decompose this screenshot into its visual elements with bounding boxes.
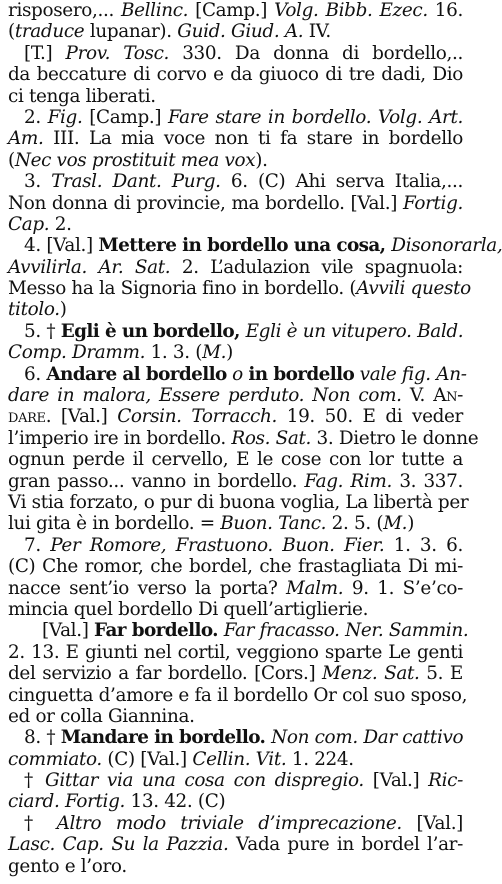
text-segment: 5. E <box>419 663 463 685</box>
text-line <box>8 299 463 320</box>
text-segment: Far bordello. <box>94 620 224 642</box>
text-segment: An- <box>433 385 464 407</box>
text-segment: † <box>24 770 46 792</box>
text-line <box>8 107 463 128</box>
text-line <box>8 43 463 64</box>
text-segment: Cap. <box>8 213 50 235</box>
text-segment: Menz. Sat. <box>322 663 420 685</box>
text-segment: ( <box>8 149 15 171</box>
text-line <box>8 257 463 278</box>
text-segment: nacce sent’io verso la porta? <box>8 577 287 599</box>
text-segment: ) <box>407 513 415 535</box>
text-segment: 2. 13. E giunti nel cortil, veggiono sparte Le genti <box>8 641 463 663</box>
text-segment: 2. L’adulazion vile spagnuola: <box>170 256 463 278</box>
text-segment: dare <box>8 406 46 428</box>
text-segment: dare in malora, Essere perduto. Non com. <box>8 385 402 407</box>
text-segment: 5. † <box>24 320 61 342</box>
text-segment: 4. [Val.] <box>24 235 99 257</box>
text-line <box>8 727 463 748</box>
text-segment: Fortig. <box>402 192 463 214</box>
text-segment: Fare stare in bordello. Volg. Art. <box>167 106 463 128</box>
text-segment: Disonorarla, <box>391 235 502 257</box>
text-segment: . [Val.] <box>45 406 118 428</box>
text-segment: o <box>226 363 249 385</box>
text-segment: Lasc. Cap. Su la Pazzia. <box>8 834 229 856</box>
text-segment: Volg. Bibb. Ezec. <box>274 0 428 21</box>
text-segment: Egli è un bordello, <box>60 320 246 342</box>
text-segment: Vi stia forzato, o pur di buona voglia, La libertà per <box>8 491 469 513</box>
text-segment: 13. 42. (C) <box>125 791 226 813</box>
text-segment: Prov. Tosc. <box>65 42 170 64</box>
text-line <box>8 0 463 21</box>
text-segment: Comp. Dramm. <box>8 342 146 364</box>
text-line <box>8 620 469 642</box>
text-line <box>8 449 463 470</box>
text-line <box>8 684 468 706</box>
text-segment: Far fracasso. Ner. Sammin. <box>223 620 469 642</box>
text-segment: Trasl. Dant. Purg. <box>51 171 221 193</box>
text-segment: cinguetta d’amore e fa il bordello Or col suo sposo, <box>8 684 468 706</box>
text-segment: Malm. <box>286 577 344 599</box>
text-segment: Mandare in bordello. <box>60 727 272 749</box>
text-line <box>8 556 463 577</box>
text-segment: 2. 5. ( <box>326 513 384 535</box>
text-segment: 2. <box>49 213 72 235</box>
text-line <box>8 385 463 406</box>
text-segment: 6. <box>24 363 47 385</box>
text-segment: Ros. Sat. <box>231 427 312 449</box>
text-segment: IV. <box>303 21 331 43</box>
text-segment: 1. 3. ( <box>145 342 203 364</box>
text-line <box>8 278 471 300</box>
text-line <box>8 427 479 449</box>
text-segment: Andare al bordello <box>46 363 227 385</box>
text-segment: 3. 337. <box>392 470 464 492</box>
text-segment: Cellin. Vit. <box>192 748 287 770</box>
text-segment: vale fig. An- <box>354 363 467 385</box>
text-segment: Gittar via una cosa con dispregio. <box>45 770 364 792</box>
text-segment: M. <box>383 513 408 535</box>
text-segment: Altro modo triviale d’imprecazione. <box>56 812 402 834</box>
text-segment: Am. <box>8 128 44 150</box>
text-segment: V. <box>401 385 434 407</box>
text-segment: [T.] <box>24 42 66 64</box>
text-line <box>8 599 463 620</box>
text-segment: del servizio a far bordello. [Cors.] <box>8 663 323 685</box>
text-segment: ciard. Fortig. <box>8 791 126 813</box>
text-segment: (C) Che romor, che bordel, che frastagliata Di mi- <box>8 556 463 578</box>
text-line <box>8 642 463 663</box>
text-segment: M. <box>202 342 227 364</box>
text-segment: 6. (C) Ahi serva Italia,... <box>220 171 464 193</box>
text-segment: Buon. Tanc. <box>220 513 327 535</box>
text-segment: Vada pure in bordel l’ar- <box>228 834 463 856</box>
text-segment: [Val.] <box>401 812 464 834</box>
text-segment: traduce <box>14 21 85 43</box>
text-segment: ) <box>59 299 67 321</box>
text-segment: Avvilirla. Ar. Sat. <box>8 256 171 278</box>
text-line <box>8 171 463 192</box>
text-segment: ). <box>255 149 268 171</box>
text-segment: 1. 3. 6. <box>384 534 463 556</box>
text-segment: 1. 224. <box>286 748 354 770</box>
text-line <box>8 856 463 877</box>
text-line <box>8 706 463 727</box>
text-line <box>8 150 463 171</box>
text-line <box>8 214 463 235</box>
text-segment: da beccature di corvo e da giuoco di tre dadi, Dio <box>8 64 463 86</box>
text-segment: Guid. Giud. A. <box>177 21 304 43</box>
text-segment: Non com. Dar cattivo <box>271 727 464 749</box>
text-segment: Fag. Rim. <box>304 470 393 492</box>
text-segment: ci tenga liberati. <box>8 85 156 107</box>
text-segment: III. <box>43 128 89 150</box>
text-segment: (C) [Val.] <box>101 748 193 770</box>
text-line <box>8 86 463 107</box>
text-line <box>8 791 463 812</box>
text-line <box>8 235 502 257</box>
text-line <box>8 321 463 342</box>
text-segment: gento e l’oro. <box>8 855 127 877</box>
text-segment: Non donna di provincie, ma bordello. [Val.] <box>8 192 403 214</box>
text-segment: 7. <box>24 534 51 556</box>
text-segment: [Camp.] <box>188 0 275 21</box>
text-line <box>8 663 463 684</box>
text-line <box>8 513 463 534</box>
text-segment: ed or colla Giannina. <box>8 705 195 727</box>
text-line <box>8 535 463 556</box>
text-segment: Egli è un vitupero. Bald. <box>245 320 464 342</box>
text-line <box>8 64 463 85</box>
text-segment: in bordello <box>248 363 355 385</box>
text-segment: † <box>24 812 57 834</box>
text-line <box>8 770 463 791</box>
text-line <box>8 406 463 427</box>
text-line <box>8 749 463 770</box>
text-segment: Messo ha la Signoria fino in bordello. ( <box>8 278 357 300</box>
text-segment: La mia voce non ti fa stare in bordello <box>88 128 464 150</box>
text-segment: Ric- <box>428 770 463 792</box>
text-segment: [Val.] <box>42 620 95 642</box>
text-line <box>8 471 463 492</box>
text-segment: 16. <box>427 0 463 21</box>
text-segment: Bellinc. <box>120 0 189 21</box>
text-line <box>8 813 463 834</box>
text-segment: ( <box>8 21 15 43</box>
text-line <box>8 834 463 855</box>
text-segment: ) <box>226 342 233 364</box>
text-segment: Corsin. Torracch. <box>117 406 277 428</box>
text-segment: lupanar). <box>84 21 178 43</box>
text-segment: 3. <box>24 171 52 193</box>
text-segment: 8. † <box>24 727 61 749</box>
text-segment: ognun perde il cervello, E le cose con lor tutte a <box>8 449 463 471</box>
text-line <box>8 21 463 42</box>
text-segment: 9. 1. S’e’co- <box>343 577 463 599</box>
text-segment: 3. Dietro le donne <box>311 427 479 449</box>
text-line <box>8 578 463 599</box>
text-segment: titolo. <box>8 299 60 321</box>
text-segment: Fig. <box>47 106 83 128</box>
text-segment: commiato. <box>8 748 102 770</box>
text-line <box>8 491 469 513</box>
text-segment: Mettere in bordello una cosa, <box>98 235 392 257</box>
text-segment: 330. Da donna di bordello,.. <box>169 42 463 64</box>
text-segment: risposero,... <box>8 0 121 21</box>
text-segment: Per Romore, Frastuono. Buon. Fier. <box>50 534 385 556</box>
text-segment: mincia quel bordello Di quell’artiglierie. <box>8 598 369 620</box>
text-segment: 19. 50. E di veder <box>277 406 463 428</box>
text-segment: 2. <box>24 106 48 128</box>
text-segment: l’imperio ire in bordello. <box>8 427 232 449</box>
text-segment: [Val.] <box>363 770 429 792</box>
text-line <box>8 193 463 214</box>
text-segment: lui gita è in bordello. = <box>8 513 221 535</box>
text-segment: Avvili questo <box>356 278 471 300</box>
text-line <box>8 342 463 363</box>
text-segment: Nec vos prostituit mea vox <box>14 149 256 171</box>
text-segment: [Camp.] <box>82 106 168 128</box>
text-segment: gran passo... vanno in bordello. <box>8 470 305 492</box>
text-line <box>8 363 467 385</box>
text-line <box>8 128 463 149</box>
